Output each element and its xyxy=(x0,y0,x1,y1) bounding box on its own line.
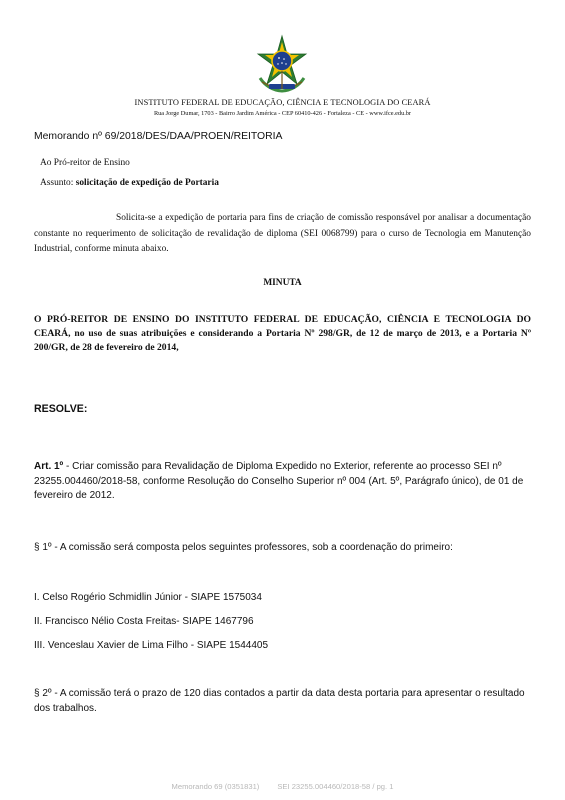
resolve-heading: RESOLVE: xyxy=(34,403,88,415)
committee-member: II. Francisco Nélio Costa Freitas- SIAPE 1467796 xyxy=(34,616,254,627)
page-footer xyxy=(0,782,565,791)
minuta-preamble xyxy=(34,313,531,356)
article-1-text: - Criar comissão para Revalidação de Diploma Expedido no Exterior, referente ao processo SEI nº 23255.004460/2018-58, conforme Resolução do Conselho Superior nº 004 (Art. 5º, Parágrafo único), de 01 de fevereiro de 2012. xyxy=(34,461,524,502)
memo-intro-paragraph: Solicita-se a expedição de portaria para fins de criação de comissão responsável por analisar a documentação constante no requerimento de solicitação de revalidação de diploma (SEI 0068799) para o curso de Tecnologia em Manutenção Industrial, conforme minuta abaixo. xyxy=(34,213,531,255)
institution-address: Rua Jorge Dumar, 1703 - Bairro Jardim América - CEP 60410-426 - Fortaleza - CE - www.ifce.edu.br xyxy=(153,110,412,117)
footer-sei-page: SEI 23255.004460/2018-58 / pg. 1 xyxy=(277,782,394,791)
brazil-coat-of-arms-icon xyxy=(252,34,312,94)
article-1-label: Art. 1º xyxy=(34,461,64,472)
preamble-authority: O PRÓ-REITOR DE ENSINO DO INSTITUTO FEDERAL DE EDUCAÇÃO, CIÊNCIA E TECNOLOGIA DO CEARÁ xyxy=(34,314,531,340)
article-1 xyxy=(34,460,531,504)
preamble-considerations: , no uso de suas atribuições e considerando a Portaria Nº 298/GR, de 12 de março de 2013, e a Portaria Nº 200/GR, de 28 de fevereiro de 2014, xyxy=(34,328,531,354)
minuta-title: MINUTA xyxy=(263,278,302,288)
subject-text: solicitação de expedição de Portaria xyxy=(75,178,219,188)
memo-number: Memorando nº 69/2018/DES/DAA/PROEN/REITORIA xyxy=(34,131,283,142)
memo-recipient: Ao Pró-reitor de Ensino xyxy=(40,158,130,168)
footer-memo-id: Memorando 69 (0351831) xyxy=(171,782,260,791)
institution-name: INSTITUTO FEDERAL DE EDUCAÇÃO, CIÊNCIA E TECNOLOGIA DO CEARÁ xyxy=(134,98,431,107)
paragraph-1: § 1º - A comissão será composta pelos seguintes professores, sob a coordenação do primeiro: xyxy=(34,542,453,553)
paragraph-2: § 2º - A comissão terá o prazo de 120 dias contados a partir da data desta portaria para apresentar o resultado dos trabalhos. xyxy=(34,688,525,714)
committee-member: III. Venceslau Xavier de Lima Filho - SIAPE 1544405 xyxy=(34,640,269,651)
committee-member: I. Celso Rogério Schmidlin Júnior - SIAPE 1575034 xyxy=(34,592,262,603)
memo-subject xyxy=(40,178,219,188)
subject-label: Assunto: xyxy=(40,178,74,188)
